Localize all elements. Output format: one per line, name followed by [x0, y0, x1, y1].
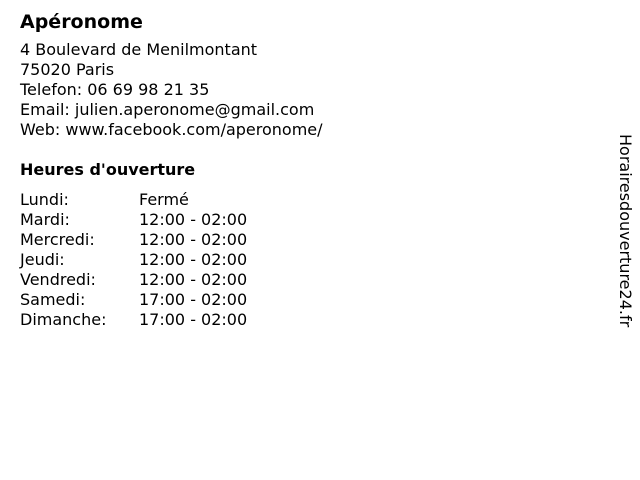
- hours-row-lundi: [20, 190, 580, 210]
- site-watermark: Horairesdouverture24.fr: [616, 134, 635, 328]
- hours-row-dimanche: [20, 310, 580, 330]
- hours-day: Vendredi:: [20, 270, 96, 289]
- hours-time: 12:00 - 02:00: [139, 250, 248, 269]
- hours-row-vendredi: [20, 270, 580, 290]
- address-street: 4 Boulevard de Menilmontant: [20, 40, 258, 59]
- hours-row-mardi: [20, 210, 580, 230]
- hours-day: Mardi:: [20, 210, 70, 229]
- business-name: Apéronome: [20, 11, 143, 33]
- hours-time: 17:00 - 02:00: [139, 290, 248, 309]
- hours-time: 17:00 - 02:00: [139, 310, 248, 329]
- hours-day: Lundi:: [20, 190, 69, 209]
- hours-time: Fermé: [139, 190, 189, 209]
- opening-hours-title: Heures d'ouverture: [20, 160, 196, 179]
- email-line: Email: julien.aperonome@gmail.com: [20, 100, 315, 119]
- hours-time: 12:00 - 02:00: [139, 210, 248, 229]
- hours-time: 12:00 - 02:00: [139, 270, 248, 289]
- hours-day: Samedi:: [20, 290, 86, 309]
- opening-hours-table: [20, 190, 580, 330]
- hours-time: 12:00 - 02:00: [139, 230, 248, 249]
- hours-row-samedi: [20, 290, 580, 310]
- phone-line: Telefon: 06 69 98 21 35: [20, 80, 210, 99]
- hours-row-jeudi: [20, 250, 580, 270]
- web-line: Web: www.facebook.com/aperonome/: [20, 120, 323, 139]
- hours-row-mercredi: [20, 230, 580, 250]
- hours-day: Jeudi:: [20, 250, 65, 269]
- hours-day: Dimanche:: [20, 310, 107, 329]
- hours-day: Mercredi:: [20, 230, 95, 249]
- address-city: 75020 Paris: [20, 60, 115, 79]
- business-card: [20, 10, 580, 330]
